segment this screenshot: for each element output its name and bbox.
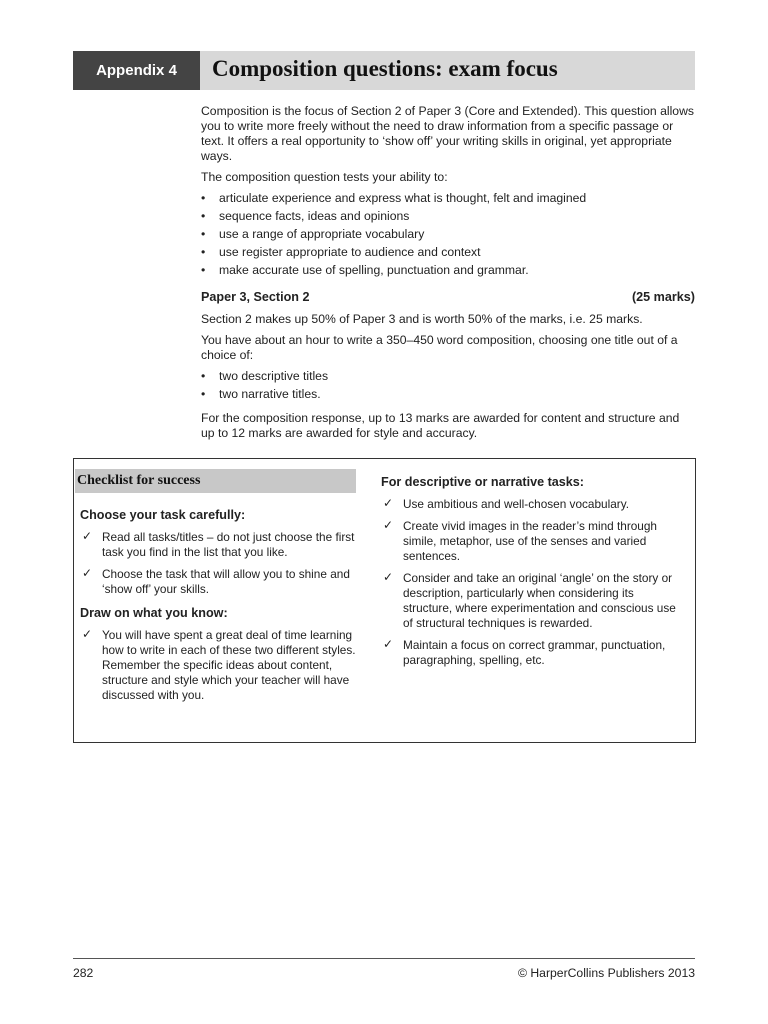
checklist-right-column <box>381 475 686 675</box>
checkmark-icon: ✓ <box>82 627 93 641</box>
page-title: Composition questions: exam focus <box>212 56 558 81</box>
section-time: You have about an hour to write a 350–450 word composition, choosing one title out of a choice of: <box>201 333 678 362</box>
appendix-label: Appendix 4 <box>96 62 177 79</box>
checkmark-icon: ✓ <box>82 529 93 543</box>
list-item: ✓ Consider and take an original ‘angle’ on the story or description, particularly when considering its structure, where experimentation and conscious use of structural techniques is rewarded. <box>383 570 676 630</box>
bullet-icon: • <box>201 209 206 223</box>
draw-on-list <box>80 628 362 703</box>
list-item: ✓ Create vivid images in the reader’s mind through simile, metaphor, use of the senses and varied sentences. <box>383 518 657 563</box>
section-heading <box>201 290 695 305</box>
bullet-icon: • <box>201 369 206 383</box>
list-item: • make accurate use of spelling, punctuation and grammar. <box>201 263 529 277</box>
intro-paragraph: Composition is the focus of Section 2 of Paper 3 (Core and Extended). This question allows you to write more freely without the need to draw information from a specific passage or text. It offers a real opportunity to ‘show off’ your writing skills in original, yet appropriate ways. <box>201 104 694 163</box>
checklist-left-column <box>80 508 362 710</box>
checkmark-icon: ✓ <box>82 566 93 580</box>
descriptive-narrative-heading: For descriptive or narrative tasks: <box>381 475 584 489</box>
marking-paragraph: For the composition response, up to 13 marks are awarded for content and structure and up to 12 marks are awarded for style and accuracy. <box>201 411 680 440</box>
section-marks: (25 marks) <box>631 290 695 304</box>
list-item: • use a range of appropriate vocabulary <box>201 227 425 241</box>
list-item: ✓ Maintain a focus on correct grammar, punctuation, paragraphing, spelling, etc. <box>383 637 666 667</box>
tests-lead: The composition question tests your ability to: <box>201 170 448 184</box>
choose-task-heading: Choose your task carefully: <box>80 508 246 522</box>
draw-on-heading: Draw on what you know: <box>80 606 228 620</box>
checkmark-icon: ✓ <box>383 496 394 510</box>
list-item: • use register appropriate to audience and context <box>201 245 481 259</box>
checkmark-icon: ✓ <box>383 570 394 584</box>
choose-task-list <box>80 530 362 597</box>
list-item: ✓ Read all tasks/titles – do not just choose the first task you find in the list that you like. <box>82 529 355 559</box>
checkmark-icon: ✓ <box>383 637 394 651</box>
descriptive-narrative-list <box>381 497 686 668</box>
choices-list <box>201 369 695 402</box>
bullet-icon: • <box>201 263 206 277</box>
footer-rule <box>73 958 695 959</box>
checkmark-icon: ✓ <box>383 518 394 532</box>
list-item: ✓ Choose the task that will allow you to shine and ‘show off’ your skills. <box>82 566 350 596</box>
body-text <box>201 104 695 447</box>
list-item: • two descriptive titles <box>201 369 329 383</box>
list-item: • sequence facts, ideas and opinions <box>201 209 410 223</box>
list-item: • two narrative titles. <box>201 387 321 401</box>
list-item: • articulate experience and express what is thought, felt and imagined <box>201 191 587 205</box>
bullet-icon: • <box>201 245 206 259</box>
bullet-icon: • <box>201 227 206 241</box>
checklist-banner: Checklist for success <box>75 469 356 493</box>
checklist-box <box>73 458 696 743</box>
page-number: 282 <box>73 966 94 980</box>
bullet-icon: • <box>201 387 206 401</box>
copyright: © HarperCollins Publishers 2013 <box>518 966 695 980</box>
list-item: ✓ Use ambitious and well-chosen vocabulary. <box>383 496 630 511</box>
section-worth: Section 2 makes up 50% of Paper 3 and is worth 50% of the marks, i.e. 25 marks. <box>201 312 643 326</box>
abilities-list <box>201 191 695 278</box>
list-item: ✓ You will have spent a great deal of time learning how to write in each of these two different styles. Remember the specific ideas about content, structure and style which your teacher will have discussed with you. <box>82 627 356 702</box>
bullet-icon: • <box>201 191 206 205</box>
appendix-tab <box>73 51 200 90</box>
section-title: Paper 3, Section 2 <box>201 290 310 304</box>
